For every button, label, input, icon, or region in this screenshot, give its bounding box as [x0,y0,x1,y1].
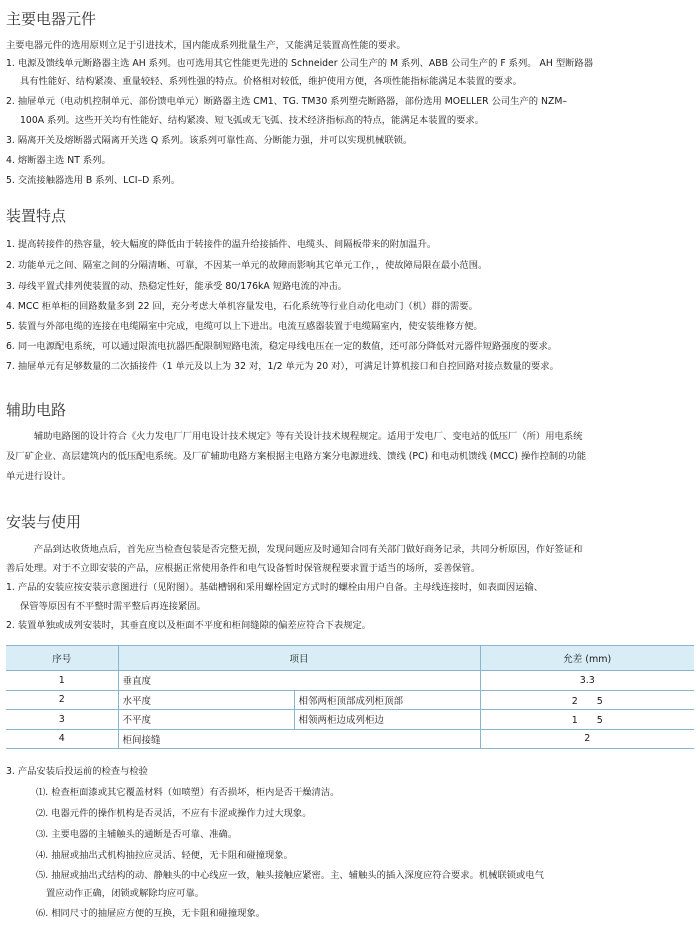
check-item: ⑶. 主要电器的主辅触头的通断是否可靠、准确。 [36,829,238,840]
cell-tolerance: 2 [480,729,694,749]
cell-item: 水平度 [118,690,294,710]
check-item: ⑵. 电器元件的操作机构是否灵活，不应有卡涩或操作力过大现象。 [36,808,312,819]
paragraph-line: 善后处理。对于不立即安装的产品，应根据正常使用条件和电气设备暂时保管规程要求置于适当的场所，妥善保管。 [6,563,481,574]
list-item: 5. 装置与外部电缆的连接在电缆隔室中完成，电缆可以上下进出。电流互感器装置于电缆隔室内，使安装维修方便。 [6,321,483,332]
list-item: 6. 同一电源配电系统，可以通过限流电抗器匹配限制短路电流，稳定母线电压在一定的数值，还可部分降低对元器件短路强度的要求。 [6,341,558,352]
paragraph-line: 及厂矿企业、高层建筑内的低压配电系统。及厂矿辅助电路方案根据主电路方案分电源进线、馈线 (PC) 和电动机馈线 (MCC) 操作控制的功能 [6,451,587,462]
paragraph-line: 主要电器元件的选用原则立足于引进技术，国内能成系列批量生产，又能满足装置高性能的要求。 [6,40,406,51]
cell-tolerance: 2 5 [480,690,694,710]
check-item: ⑴. 检查柜面漆或其它覆盖材料（如喷塑）有否损坏，柜内是否干燥清洁。 [36,787,340,798]
cell-no: 2 [6,690,118,710]
paragraph-line: 辅助电路图的设计符合《火力发电厂厂用电设计技术规定》等有关设计技术规程规定。适用于发电厂、变电站的低压厂（所）用电系统 [6,431,583,442]
header-no: 序号 [6,646,118,671]
cell-no: 3 [6,710,118,730]
list-item: 2. 装置单独或成列安装时，其垂直度以及柜面不平度和柜间缝隙的偏差应符合下表规定。 [6,620,372,631]
list-item: 2. 功能单元之间、隔室之间的分隔清晰、可靠，不因某一单元的故障而影响其它单元工作，，使故障局限在最小范围。 [6,260,488,271]
table-header-row [6,646,694,671]
header-tolerance: 允差 (mm) [480,646,694,671]
cell-item: 柜间接缝 [118,729,480,749]
table-row [6,729,694,749]
list-item: 3. 隔离开关及熔断器式隔离开关选 Q 系列。该系列可靠性高、分断能力强，并可以实现机械联锁。 [6,135,413,146]
section-title-installation: 安装与使用 [6,513,82,531]
list-item-cont: 保管等原因有不平整时需平整后再连接紧固。 [20,601,206,612]
list-item: 2. 抽屉单元（电动机控制单元、部份馈电单元）断路器主选 CM1、TG. TM30 系列塑壳断路器，部份选用 MOELLER 公司生产的 NZM– [6,96,568,107]
check-item: ⑷. 抽屉或抽出式机构抽拉应灵活、轻便，无卡阻和碰撞现象。 [36,850,293,861]
list-item: 5. 交流接触器选用 B 系列、LCI–D 系列。 [6,175,181,186]
list-item: 1. 电源及馈线单元断路器主选 AH 系列。也可选用其它性能更先进的 Schneider 公司生产的 M 系列、ABB 公司生产的 F 系列。 AH 型断路器 [6,58,594,69]
cell-item: 不平度 [118,710,294,730]
table-row [6,671,694,691]
list-item: 1. 产品的安装应按安装示意图进行（见附图）。基础槽钢和采用螺栓固定方式时的螺栓由用户自备。主母线连接时，如表面因运输、 [6,582,544,593]
paragraph-line: 产品到达收货地点后，首先应当检查包装是否完整无损，发现问题应及时通知合同有关部门做好商务记录，共同分析原因，作好签证和 [6,544,583,555]
table-row [6,690,694,710]
section-title-features: 装置特点 [6,207,67,225]
tolerance-table [6,645,694,749]
list-item: 7. 抽屉单元有足够数量的二次插接件（1 单元及以上为 32 对，1/2 单元为 20 对），可满足计算机接口和自控回路对接点数量的要求。 [6,361,559,372]
list-item: 4. MCC 柜单柜的回路数量多到 22 回，充分考虑大单机容量发电，石化系统等行业自动化电动门（机）群的需要。 [6,301,478,312]
cell-tolerance: 1 5 [480,710,694,730]
table-row [6,710,694,730]
section-title-main-components: 主要电器元件 [6,10,97,28]
list-item-cont: 100A 系列。这些开关均有性能好、结构紧凑、短飞弧或无飞弧、技术经济指标高的特点，能满足本装置的要求。 [20,115,485,126]
list-item: 4. 熔断器主选 NT 系列。 [6,155,111,166]
cell-no: 4 [6,729,118,749]
cell-tolerance: 3.3 [480,671,694,691]
checks-heading: 3. 产品安装后投运前的检查与检验 [6,766,148,777]
check-item: ⑸. 抽屉或抽出式结构的动、静触头的中心线应一致，触头接触应紧密。主、辅触头的插入深度应符合要求。机械联锁或电气 [36,870,544,881]
paragraph-line: 单元进行设计。 [6,471,72,482]
check-item: ⑹. 相同尺寸的抽屉应方便的互换，无卡阻和碰撞现象。 [36,908,266,919]
list-item-cont: 具有性能好、结构紧凑、重量较轻、系列性强的特点。价格相对较低，维护使用方便，各项性能指标能满足本装置的要求。 [20,76,523,87]
header-item: 项目 [118,646,480,671]
cell-sub-item: 相领两柜边成列柜边 [294,710,480,730]
check-item-cont: 置应动作正确，闭锁或解除均应可靠。 [46,888,205,899]
list-item: 1. 提高转接件的热容量，较大幅度的降低由于转接件的温升给接插件、电缆头、间隔板带来的附加温升。 [6,239,437,250]
cell-sub-item: 相邻两柜顶部成列柜顶部 [294,690,480,710]
list-item: 3. 母线平置式排列使装置的动、热稳定性好，能承受 80/176kA 短路电流的冲击。 [6,281,348,292]
cell-no: 1 [6,671,118,691]
section-title-auxiliary-circuit: 辅助电路 [6,401,67,419]
cell-item: 垂直度 [118,671,480,691]
